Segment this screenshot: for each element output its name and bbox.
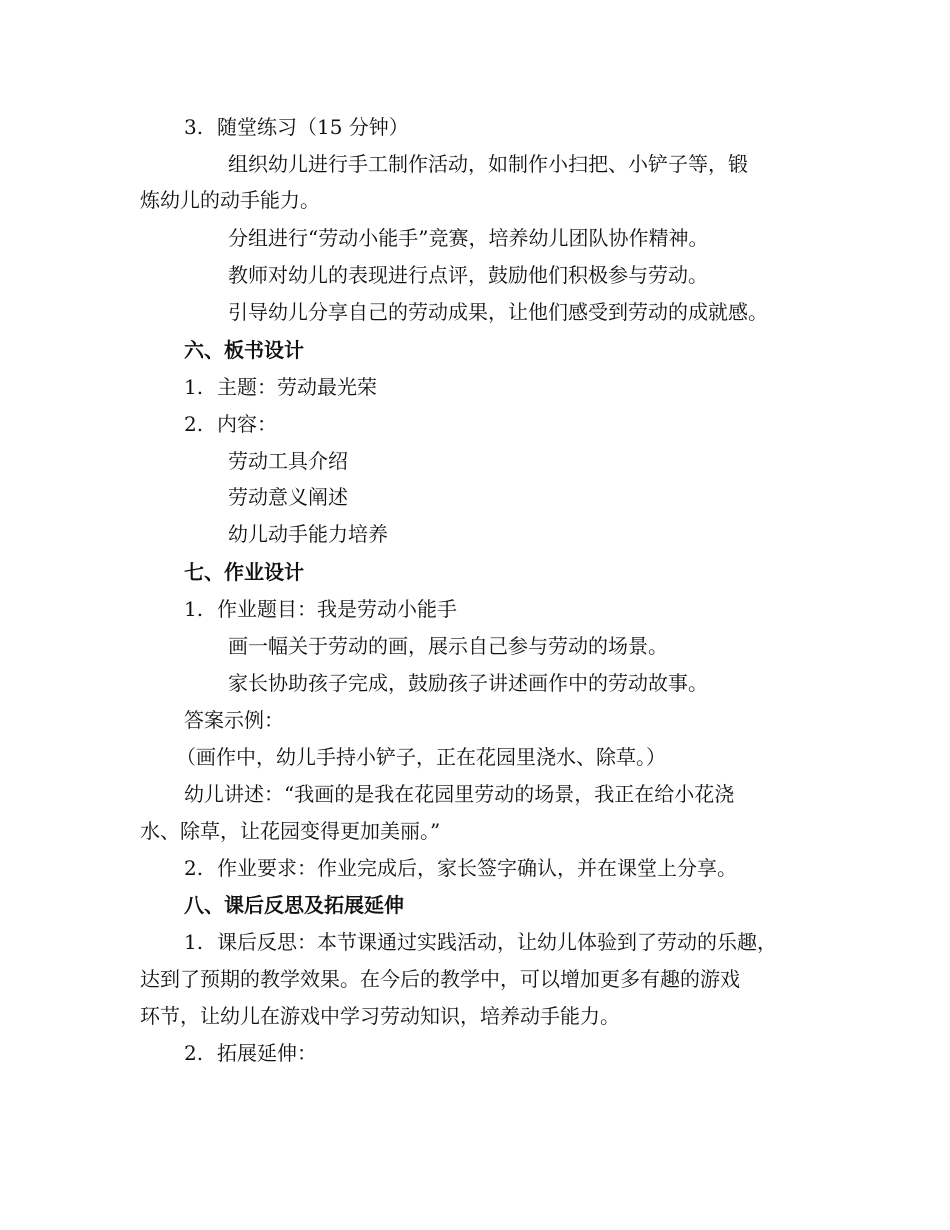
list-item — [184, 854, 737, 882]
list-item — [184, 373, 377, 401]
item-number: 2. — [184, 856, 204, 880]
paragraph-line: 家长协助孩子完成，鼓励孩子讲述画作中的劳动故事。 — [228, 671, 708, 695]
section-heading: 七、作业设计 — [184, 560, 304, 584]
item-number: 3. — [184, 115, 204, 139]
paragraph-line: 教师对幼儿的表现进行点评，鼓励他们积极参与劳动。 — [228, 263, 708, 287]
item-number: 2. — [184, 1041, 204, 1065]
item-text: 课后反思：本节课通过实践活动，让幼儿体验到了劳动的乐趣， — [217, 930, 777, 954]
paragraph-line: 水、除草，让花园变得更加美丽。” — [140, 819, 441, 843]
item-number: 1. — [184, 597, 204, 621]
item-number: 2. — [184, 412, 204, 436]
paragraph-line: 炼幼儿的动手能力。 — [140, 188, 320, 212]
paragraph-line: 画一幅关于劳动的画，展示自己参与劳动的场景。 — [228, 634, 668, 658]
paragraph-line: 组织幼儿进行手工制作活动，如制作小扫把、小铲子等，锻 — [228, 152, 748, 176]
paragraph-line: 幼儿讲述：“我画的是我在花园里劳动的场景，我正在给小花浇 — [184, 782, 735, 806]
content-item: 劳动意义阐述 — [228, 485, 348, 509]
paragraph-line: 分组进行“劳动小能手”竞赛，培养幼儿团队协作精神。 — [228, 226, 709, 250]
content-item: 幼儿动手能力培养 — [228, 522, 388, 546]
list-item — [184, 1039, 317, 1067]
paragraph-line: 环节，让幼儿在游戏中学习劳动知识，培养动手能力。 — [140, 1004, 620, 1028]
item-number: 1. — [184, 375, 204, 399]
list-item — [184, 928, 777, 956]
section-heading: 八、课后反思及拓展延伸 — [184, 893, 404, 917]
item-text: 作业要求：作业完成后，家长签字确认，并在课堂上分享。 — [217, 856, 737, 880]
answer-label: 答案示例： — [184, 708, 284, 732]
practice-item — [184, 113, 409, 141]
item-text: 内容： — [217, 412, 277, 436]
item-text: 作业题目：我是劳动小能手 — [217, 597, 457, 621]
list-item — [184, 410, 277, 438]
item-number: 1. — [184, 930, 204, 954]
item-text: 随堂练习（15 分钟） — [217, 115, 409, 139]
list-item — [184, 595, 457, 623]
section-heading: 六、板书设计 — [184, 338, 304, 362]
item-text: 拓展延伸： — [217, 1041, 317, 1065]
paragraph-line: （画作中，幼儿手持小铲子，正在花园里浇水、除草。） — [176, 745, 666, 769]
content-item: 劳动工具介绍 — [228, 449, 348, 473]
paragraph-line: 引导幼儿分享自己的劳动成果，让他们感受到劳动的成就感。 — [228, 300, 768, 324]
paragraph-line: 达到了预期的教学效果。在今后的教学中，可以增加更多有趣的游戏 — [140, 967, 740, 991]
item-text: 主题：劳动最光荣 — [217, 375, 377, 399]
